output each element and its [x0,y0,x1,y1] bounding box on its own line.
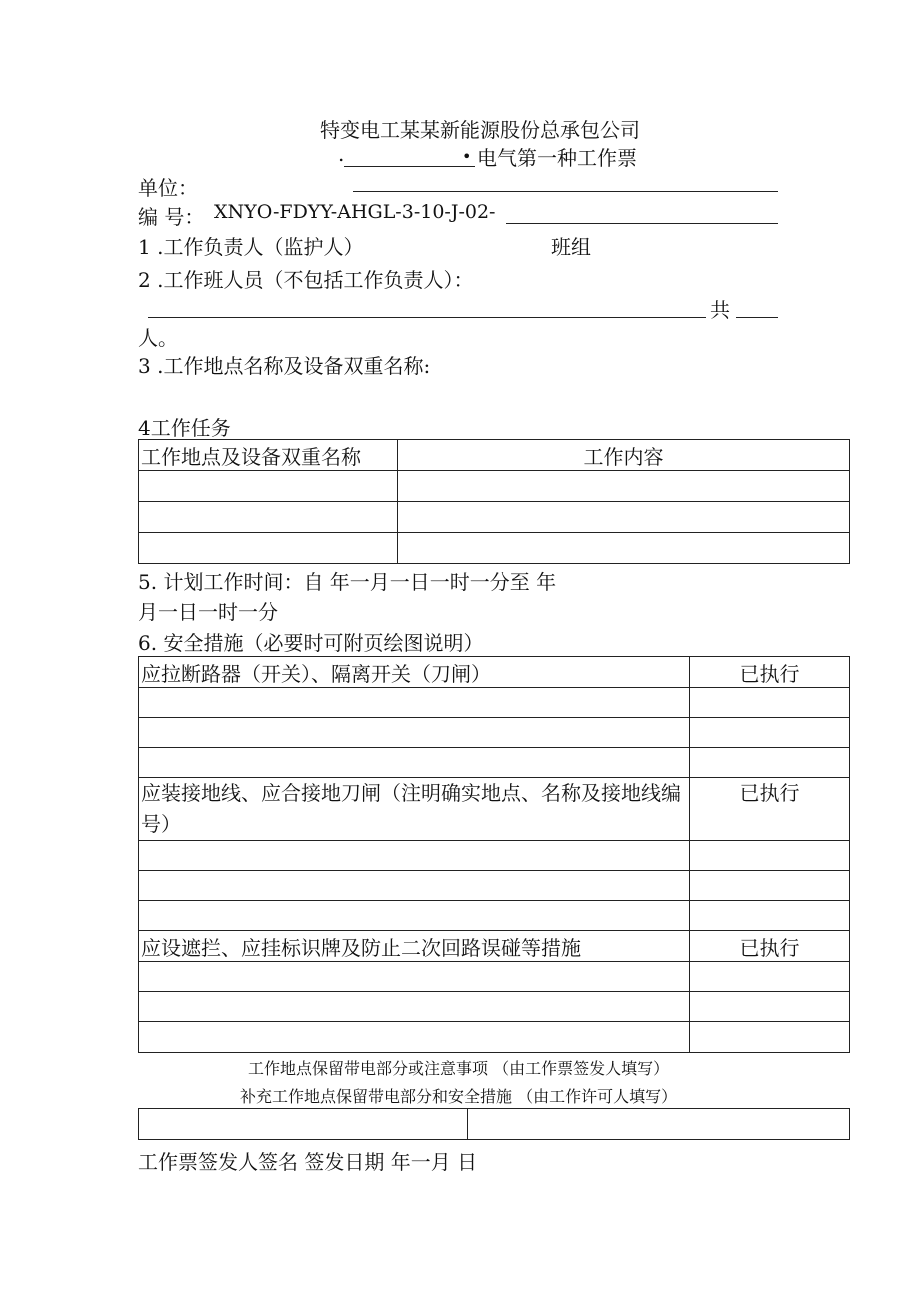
plan-time-line2: 月一日一时一分 [138,600,278,624]
team-label: 班组 [551,235,591,259]
safety-check[interactable] [690,992,850,1022]
safety-check[interactable] [690,718,850,748]
safety-check[interactable] [690,1022,850,1053]
safety-cell[interactable] [139,901,690,931]
safety-cell[interactable] [139,748,690,778]
form-title: 电气第一种工作票 [477,146,637,170]
notes-line1: 工作地点保留带电部分或注意事项 （由工作票签发人填写） [248,1059,670,1078]
safety-breaker-label: 应拉断路器（开关）、隔离开关（刀闸） [139,657,690,688]
number-value: XNYO-FDYY-AHGL-3-10-J-02- [214,201,496,223]
safety-check[interactable] [690,841,850,871]
safety-check[interactable] [690,901,850,931]
members-underline[interactable] [148,317,706,318]
task-cell[interactable] [398,502,850,533]
members-unit: 人。 [138,326,178,350]
number-label: 编 号： [138,205,205,229]
safety-title: 6. 安全措施（必要时可附页绘图说明） [138,631,484,655]
safety-barrier-label: 应设遮拦、应挂标识牌及防止二次回路误碰等措施 [139,931,690,962]
task-title: 4工作任务 [138,416,231,440]
safety-ground-label: 应装接地线、应合接地刀闸（注明确实地点、名称及接地线编号） [139,778,690,841]
members-label: 2 .工作班人员（不包括工作负责人）： [138,268,474,292]
task-table [138,439,850,564]
safety-cell[interactable] [139,688,690,718]
notes-cell-permitter[interactable] [468,1109,850,1140]
unit-label: 单位： [138,176,198,200]
safety-barrier-status: 已执行 [690,931,850,962]
safety-check[interactable] [690,748,850,778]
leader-label: 1 .工作负责人（监护人） [138,235,364,259]
members-total-label: 共 [710,298,730,322]
task-header-location: 工作地点及设备双重名称 [139,440,398,471]
safety-cell[interactable] [139,1022,690,1053]
title-dot: • [462,147,472,166]
safety-cell[interactable] [139,992,690,1022]
title-underline [344,166,475,167]
safety-check[interactable] [690,688,850,718]
safety-ground-status: 已执行 [690,778,850,841]
notes-cell-issuer[interactable] [139,1109,468,1140]
task-cell[interactable] [139,533,398,564]
number-underline[interactable] [506,223,778,224]
title-prefix: . [338,142,345,166]
members-count-underline[interactable] [736,317,778,318]
safety-breaker-status: 已执行 [690,657,850,688]
unit-underline[interactable] [353,191,778,192]
safety-cell[interactable] [139,871,690,901]
task-cell[interactable] [139,502,398,533]
task-cell[interactable] [139,471,398,502]
safety-check[interactable] [690,871,850,901]
signature-line: 工作票签发人签名 签发日期 年一月 日 [138,1150,478,1174]
safety-check[interactable] [690,962,850,992]
plan-time-line1: 5. 计划工作时间：自 年一月一日一时一分至 年 [138,570,557,594]
safety-cell[interactable] [139,841,690,871]
notes-line2: 补充工作地点保留带电部分和安全措施 （由工作许可人填写） [240,1087,678,1106]
company-name: 特变电工某某新能源股份总承包公司 [320,118,640,142]
notes-table [138,1108,850,1140]
task-cell[interactable] [398,471,850,502]
safety-cell[interactable] [139,718,690,748]
location-label: 3 .工作地点名称及设备双重名称: [138,354,431,378]
safety-table [138,656,850,1053]
task-header-content: 工作内容 [398,440,850,471]
task-cell[interactable] [398,533,850,564]
safety-cell[interactable] [139,962,690,992]
